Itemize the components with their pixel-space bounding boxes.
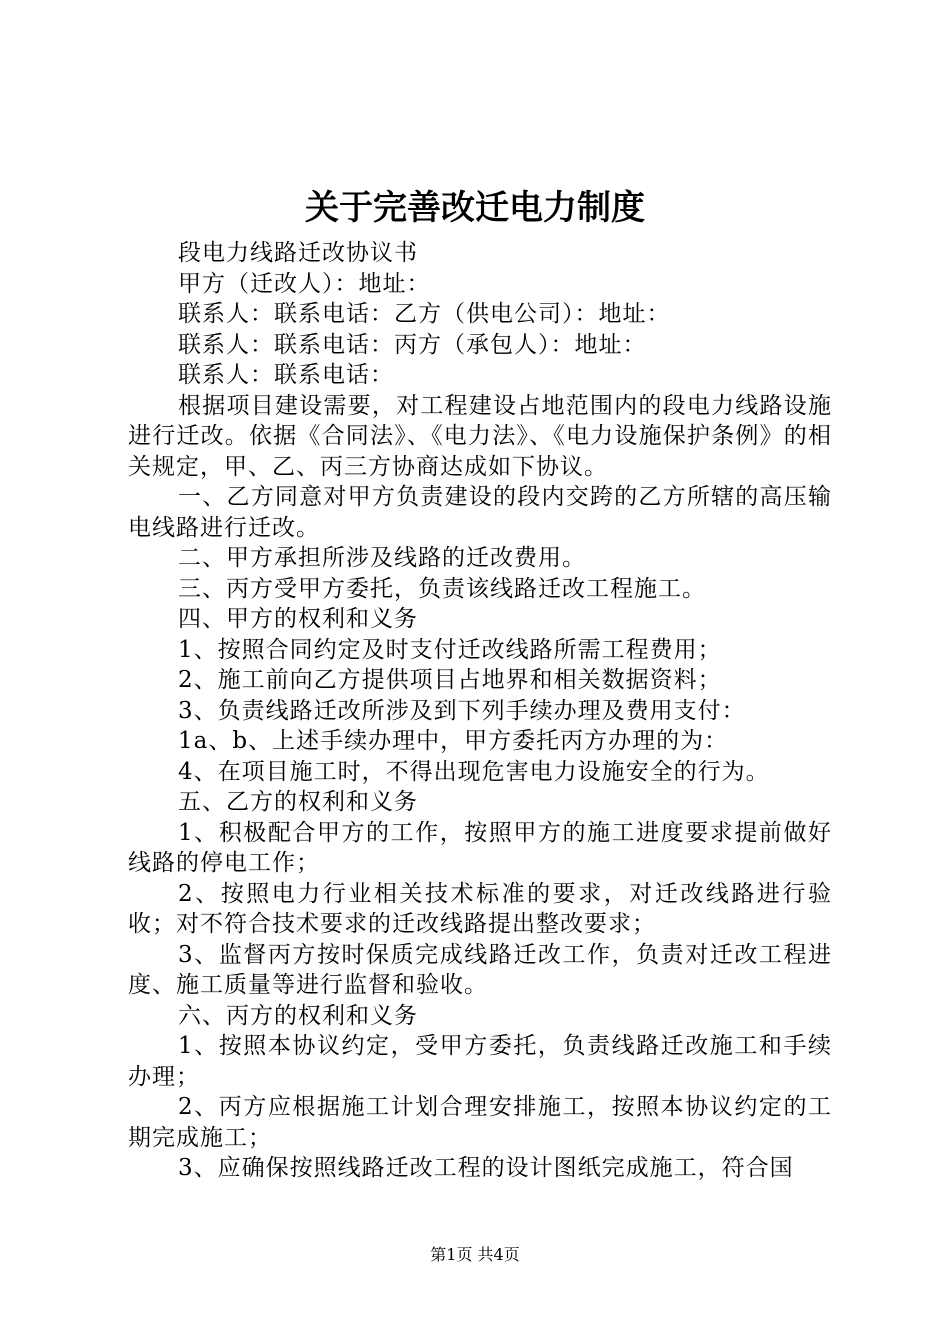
paragraph: 1、按照本协议约定，受甲方委托，负责线路迁改施工和手续办理； bbox=[128, 1033, 832, 1090]
paragraph: 3、监督丙方按时保质完成线路迁改工作，负责对迁改工程进度、施工质量等进行监督和验收。 bbox=[128, 941, 832, 998]
paragraph: 3、应确保按照线路迁改工程的设计图纸完成施工，符合国 bbox=[178, 1155, 794, 1181]
paragraph: 三、丙方受甲方委托，负责该线路迁改工程施工。 bbox=[178, 575, 706, 602]
paragraph: 甲方（迁改人）：地址： bbox=[178, 270, 431, 297]
paragraph: 段电力线路迁改协议书 bbox=[178, 240, 418, 266]
paragraph: 3、负责线路迁改所涉及到下列手续办理及费用支付： bbox=[178, 697, 746, 724]
document-body bbox=[128, 238, 832, 1184]
paragraph: 1、积极配合甲方的工作，按照甲方的施工进度要求提前做好线路的停电工作； bbox=[128, 819, 832, 876]
paragraph: 联系人：联系电话： bbox=[178, 362, 394, 388]
paragraph: 六、丙方的权利和义务 bbox=[178, 1002, 418, 1029]
paragraph: 四、甲方的权利和义务 bbox=[178, 606, 418, 632]
paragraph: 联系人：联系电话：丙方（承包人）：地址： bbox=[178, 331, 647, 358]
paragraph: 4、在项目施工时，不得出现危害电力设施安全的行为。 bbox=[178, 758, 770, 785]
paragraph: 根据项目建设需要，对工程建设占地范围内的段电力线路设施进行迁改。依据《合同法》、《电力法》、《电力设施保护条例》的相关规定，甲、乙、丙三方协商达成如下协议。 bbox=[128, 392, 832, 480]
paragraph: 联系人：联系电话：乙方（供电公司）：地址： bbox=[178, 301, 671, 327]
document-title: 关于完善改迁电力制度 bbox=[305, 188, 645, 228]
paragraph: 2、丙方应根据施工计划合理安排施工，按照本协议约定的工期完成施工； bbox=[128, 1094, 832, 1151]
paragraph: 五、乙方的权利和义务 bbox=[178, 789, 418, 815]
paragraph: 1a、b、上述手续办理中，甲方委托丙方办理的为： bbox=[178, 728, 729, 754]
paragraph: 二、甲方承担所涉及线路的迁改费用。 bbox=[178, 545, 586, 571]
paragraph: 2、施工前向乙方提供项目占地界和相关数据资料； bbox=[178, 667, 722, 693]
page-number-footer: 第1页 共4页 bbox=[430, 1245, 520, 1264]
paragraph: 1、按照合同约定及时支付迁改线路所需工程费用； bbox=[178, 636, 722, 663]
paragraph: 一、乙方同意对甲方负责建设的段内交跨的乙方所辖的高压输电线路进行迁改。 bbox=[128, 484, 832, 541]
paragraph: 2、按照电力行业相关技术标准的要求，对迁改线路进行验收；对不符合技术要求的迁改线路提出整改要求； bbox=[128, 880, 832, 937]
